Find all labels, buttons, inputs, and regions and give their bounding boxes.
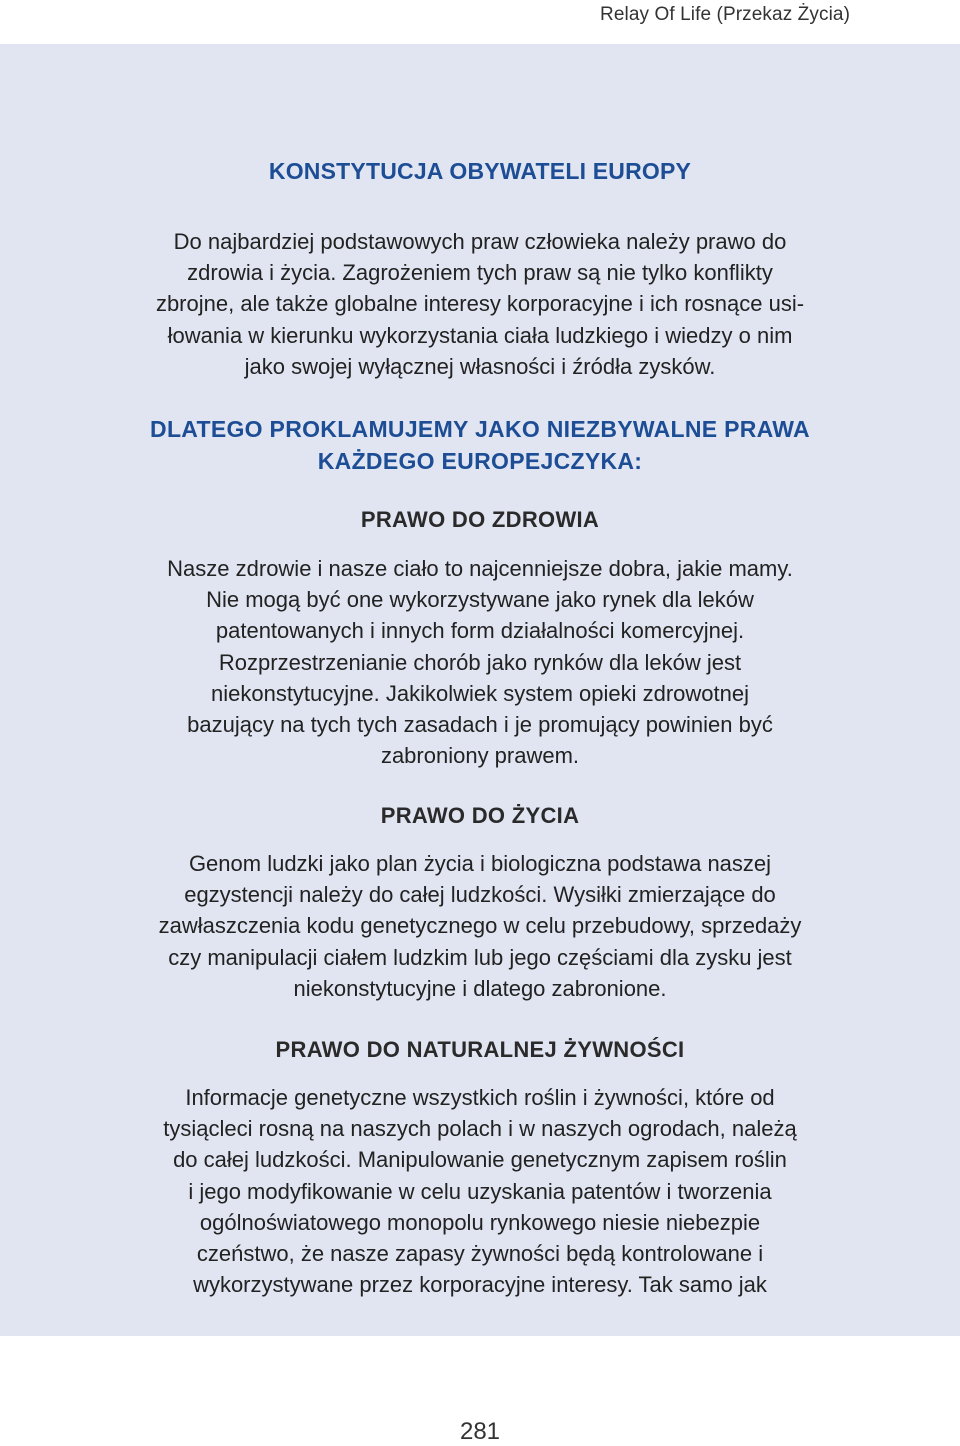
- section-line: egzystencji należy do całej ludzkości. Wysiłki zmierzające do: [184, 882, 776, 908]
- intro-paragraph: [100, 226, 860, 382]
- section-line: niekonstytucyjne. Jakikolwiek system opieki zdrowotnej: [210, 680, 749, 706]
- section-line: Genom ludzki jako plan życia i biologiczna podstawa naszej: [188, 851, 772, 876]
- section-heading-life: PRAWO DO ŻYCIA: [380, 803, 580, 828]
- proclamation-line: DLATEGO PROKLAMUJEMY JAKO NIEZBYWALNE PRAWA: [150, 416, 810, 442]
- section-text-food: [95, 1082, 865, 1300]
- section-line: Informacje genetyczne wszystkich roślin i żywności, które od: [185, 1085, 775, 1110]
- section-line: bazujący na tych tych zasadach i je promujący powinien być: [187, 712, 773, 738]
- section-text-health: [95, 553, 865, 771]
- section-line: Rozprzestrzenianie chorób jako rynków dla leków jest: [218, 649, 742, 675]
- section-line: tysiącleci rosną na naszych polach i w naszych ogrodach, należą: [163, 1116, 797, 1142]
- intro-line: łowania w kierunku wykorzystania ciała ludzkiego i wiedzy o nim: [167, 322, 793, 348]
- intro-line: zdrowia i życia. Zagrożeniem tych praw są nie tylko konflikty: [187, 260, 773, 286]
- intro-line: jako swojej wyłącznej własności i źródła zysków.: [244, 353, 716, 379]
- section-line: zabroniony prawem.: [380, 743, 580, 769]
- section-line: Nie mogą być one wykorzystywane jako rynek dla leków: [206, 587, 754, 613]
- section-text-life: [95, 848, 865, 1004]
- proclamation-heading: [0, 413, 960, 477]
- running-header: Relay Of Life (Przekaz Życia): [600, 4, 850, 25]
- section-line: wykorzystywane przez korporacyjne interesy. Tak samo jak: [193, 1272, 767, 1298]
- page-number: 281: [459, 1418, 501, 1445]
- intro-line: Do najbardziej podstawowych praw człowieka należy prawo do: [173, 229, 787, 254]
- section-heading-food: PRAWO DO NATURALNEJ ŻYWNOŚCI: [275, 1037, 685, 1062]
- section-line: do całej ludzkości. Manipulowanie genetycznym zapisem roślin: [173, 1147, 787, 1173]
- section-line: Nasze zdrowie i nasze ciało to najcenniejsze dobra, jakie mamy.: [167, 556, 793, 581]
- section-line: czeństwo, że nasze zapasy żywności będą kontrolowane i: [196, 1241, 764, 1267]
- section-line: patentowanych i innych form działalności komercyjnej.: [215, 618, 745, 644]
- section-line: i jego modyfikowanie w celu uzyskania patentów i tworzenia: [188, 1178, 772, 1204]
- section-line: czy manipulacji ciałem ludzkim lub jego częściami dla zysku jest: [168, 944, 792, 970]
- intro-line: zbrojne, ale także globalne interesy korporacyjne i ich rosnące usi-: [155, 291, 805, 317]
- document-title: KONSTYTUCJA OBYWATELI EUROPY: [268, 158, 692, 184]
- section-line: zawłaszczenia kodu genetycznego w celu przebudowy, sprzedaży: [158, 913, 802, 939]
- proclamation-line: KAŻDEGO EUROPEJCZYKA:: [317, 448, 643, 474]
- section-line: niekonstytucyjne i dlatego zabronione.: [293, 975, 667, 1001]
- section-heading-health: PRAWO DO ZDROWIA: [360, 507, 600, 532]
- section-line: ogólnoświatowego monopolu rynkowego niesie niebezpie: [199, 1209, 761, 1235]
